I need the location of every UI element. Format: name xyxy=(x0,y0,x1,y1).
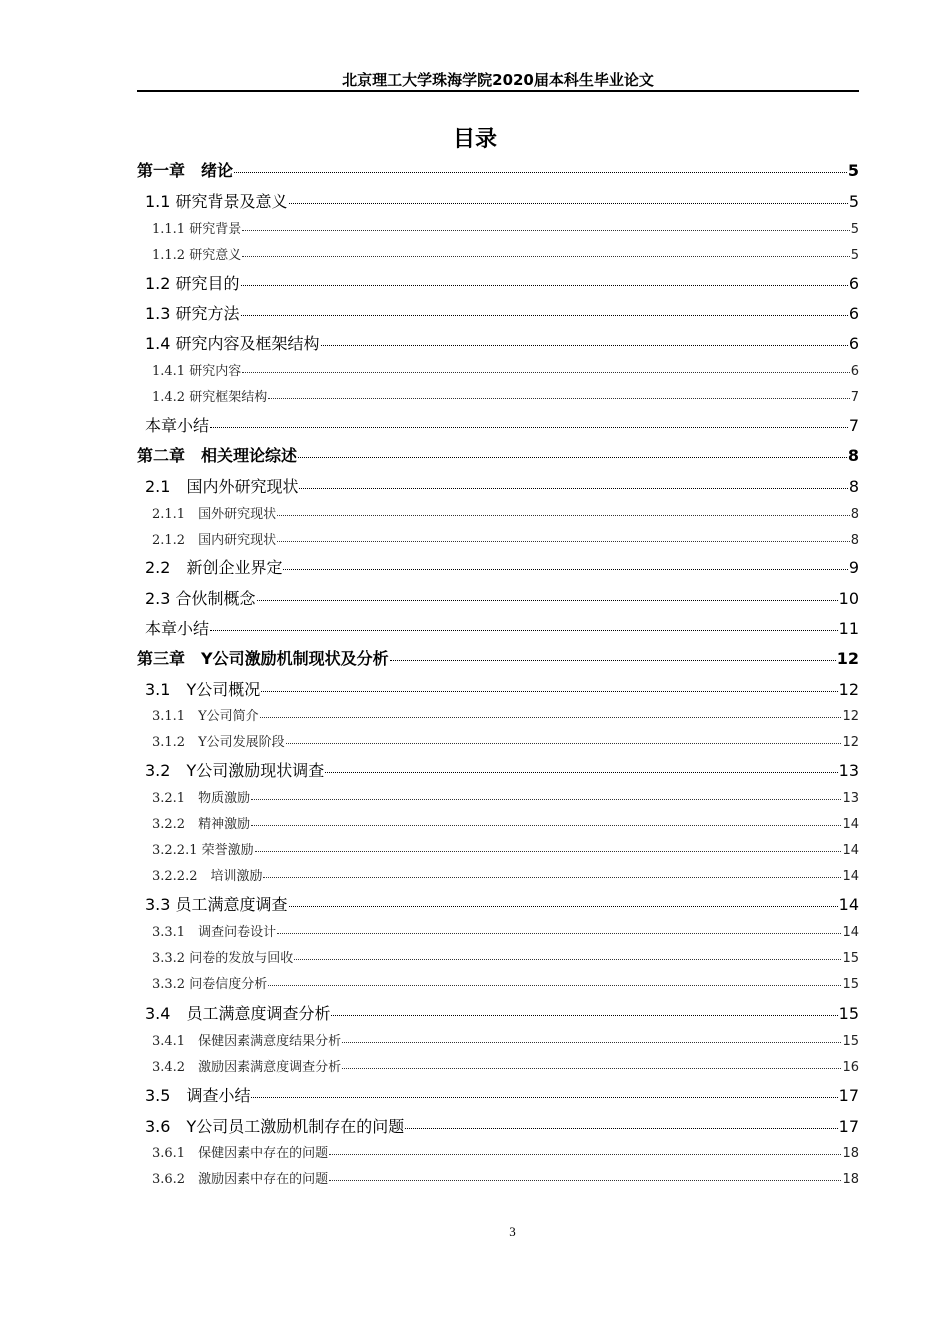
dot-leader xyxy=(289,203,848,204)
toc-entry-label: 3.4 员工满意度调查分析 xyxy=(145,1004,331,1023)
dot-leader xyxy=(263,877,841,878)
dot-leader xyxy=(277,515,850,516)
toc-entry-3-2-2-2[interactable] xyxy=(152,865,859,884)
toc-entry-label: 本章小结 xyxy=(145,619,210,638)
toc-entry-page: 8 xyxy=(848,477,859,496)
dot-leader xyxy=(405,1128,837,1129)
toc-entry-3-3-2a[interactable] xyxy=(152,947,859,966)
dot-leader xyxy=(289,906,838,907)
toc-entry-page: 7 xyxy=(848,416,859,435)
dot-leader xyxy=(241,285,848,286)
toc-entry-label: 2.3 合伙制概念 xyxy=(145,589,256,608)
toc-entry-label: 3.1.1 Y公司简介 xyxy=(152,709,259,724)
dot-leader xyxy=(298,457,847,458)
toc-entry-label: 第三章 Y公司激励机制现状及分析 xyxy=(137,649,389,668)
toc-entry-label: 3.1 Y公司概况 xyxy=(145,680,261,699)
dot-leader xyxy=(283,569,847,570)
toc-entry-page: 15 xyxy=(842,1034,859,1049)
dot-leader xyxy=(277,933,841,934)
toc-entry-chapter-2[interactable] xyxy=(137,443,859,466)
dot-leader xyxy=(321,345,848,346)
toc-entry-page: 13 xyxy=(842,791,859,806)
toc-entry-3-6-2[interactable] xyxy=(152,1168,859,1187)
toc-title: 目录 xyxy=(452,127,497,152)
toc-entry-label: 3.2.2.2 培训激励 xyxy=(152,869,263,884)
toc-entry-label: 3.3.1 调查问卷设计 xyxy=(152,925,277,940)
toc-entry-label: 1.4 研究内容及框架结构 xyxy=(145,334,320,353)
toc-entry-page: 14 xyxy=(842,817,859,832)
toc-entry-page: 18 xyxy=(842,1172,859,1187)
dot-leader xyxy=(260,717,842,718)
dot-leader xyxy=(210,427,848,428)
dot-leader xyxy=(268,985,841,986)
toc-entry-1-1-1[interactable] xyxy=(152,218,859,237)
toc-entry-3-6[interactable] xyxy=(145,1114,859,1137)
toc-entry-3-3-1[interactable] xyxy=(152,921,859,940)
toc-entry-page: 11 xyxy=(838,619,859,638)
toc-entry-page: 8 xyxy=(850,533,859,548)
dot-leader xyxy=(294,959,841,960)
toc-entry-3-1[interactable] xyxy=(145,677,859,700)
dot-leader xyxy=(234,172,847,173)
toc-entry-label: 第一章 绪论 xyxy=(137,161,234,180)
toc-entry-page: 14 xyxy=(842,843,859,858)
toc-entry-3-4[interactable] xyxy=(145,1001,859,1024)
toc-entry-1-4-2[interactable] xyxy=(152,386,859,405)
toc-entry-page: 5 xyxy=(848,192,859,211)
dot-leader xyxy=(210,630,838,631)
toc-entry-page: 6 xyxy=(848,274,859,293)
toc-entry-page: 14 xyxy=(842,925,859,940)
toc-entry-3-2-2-1[interactable] xyxy=(152,839,859,858)
toc-entry-page: 10 xyxy=(838,589,859,608)
toc-entry-chapter-1-summary[interactable] xyxy=(145,413,859,436)
toc-entry-label: 1.3 研究方法 xyxy=(145,304,240,323)
toc-entry-2-1-1[interactable] xyxy=(152,503,859,522)
toc-entry-label: 2.1.1 国外研究现状 xyxy=(152,507,277,522)
toc-entry-3-2[interactable] xyxy=(145,758,859,781)
toc-entry-page: 14 xyxy=(838,895,859,914)
dot-leader xyxy=(331,1015,837,1016)
dot-leader xyxy=(277,541,850,542)
dot-leader xyxy=(342,1042,841,1043)
dot-leader xyxy=(251,825,841,826)
toc-entry-page: 12 xyxy=(842,735,859,750)
toc-entry-label: 3.4.2 激励因素满意度调查分析 xyxy=(152,1060,342,1075)
dot-leader xyxy=(325,772,837,773)
toc-entry-label: 1.1.1 研究背景 xyxy=(152,222,242,237)
toc-entry-label: 1.1.2 研究意义 xyxy=(152,248,242,263)
toc-entry-label: 3.3.2 问卷信度分析 xyxy=(152,977,268,992)
dot-leader xyxy=(329,1154,841,1155)
toc-entry-2-1-2[interactable] xyxy=(152,529,859,548)
toc-entry-label: 1.4.2 研究框架结构 xyxy=(152,390,268,405)
toc-entry-1-4-1[interactable] xyxy=(152,360,859,379)
toc-entry-3-3[interactable] xyxy=(145,892,859,915)
toc-entry-page: 5 xyxy=(847,161,859,180)
toc-entry-label: 1.2 研究目的 xyxy=(145,274,240,293)
toc-entry-label: 本章小结 xyxy=(145,416,210,435)
toc-entry-label: 2.1 国内外研究现状 xyxy=(145,477,299,496)
toc-entry-3-1-1[interactable] xyxy=(152,705,859,724)
toc-entry-3-2-1[interactable] xyxy=(152,787,859,806)
toc-entry-1-1-2[interactable] xyxy=(152,244,859,263)
toc-entry-1-4[interactable] xyxy=(145,331,859,354)
toc-entry-3-4-1[interactable] xyxy=(152,1030,859,1049)
toc-entry-page: 17 xyxy=(838,1117,859,1136)
toc-entry-1-1[interactable] xyxy=(145,189,859,212)
toc-entry-3-5[interactable] xyxy=(145,1083,859,1106)
toc-entry-page: 8 xyxy=(850,507,859,522)
dot-leader xyxy=(261,691,837,692)
toc-entry-page: 7 xyxy=(850,390,859,405)
toc-entry-page: 15 xyxy=(842,951,859,966)
toc-entry-label: 3.6.1 保健因素中存在的问题 xyxy=(152,1146,329,1161)
toc-entry-chapter-1[interactable] xyxy=(137,158,859,181)
dot-leader xyxy=(251,799,841,800)
dot-leader xyxy=(242,230,850,231)
dot-leader xyxy=(241,315,848,316)
toc-entry-page: 17 xyxy=(838,1086,859,1105)
toc-entry-label: 3.2.2.1 荣誉激励 xyxy=(152,843,254,858)
toc-entry-page: 18 xyxy=(842,1146,859,1161)
toc-entry-page: 16 xyxy=(842,1060,859,1075)
dot-leader xyxy=(342,1068,841,1069)
toc-entry-page: 14 xyxy=(842,869,859,884)
dot-leader xyxy=(255,851,842,852)
page-number: 3 xyxy=(509,1224,516,1239)
toc-entry-label: 1.4.1 研究内容 xyxy=(152,364,242,379)
toc-entry-label: 3.3 员工满意度调查 xyxy=(145,895,288,914)
toc-entry-chapter-3[interactable] xyxy=(137,646,859,669)
toc-entry-1-2[interactable] xyxy=(145,271,859,294)
toc-entry-2-3[interactable] xyxy=(145,586,859,609)
toc-entry-label: 3.5 调查小结 xyxy=(145,1086,251,1105)
toc-entry-label: 3.4.1 保健因素满意度结果分析 xyxy=(152,1034,342,1049)
toc-entry-1-3[interactable] xyxy=(145,301,859,324)
toc-entry-label: 3.2 Y公司激励现状调查 xyxy=(145,761,325,780)
toc-entry-3-3-2b[interactable] xyxy=(152,973,859,992)
toc-entry-chapter-2-summary[interactable] xyxy=(145,616,859,639)
toc-entry-page: 5 xyxy=(850,248,859,263)
dot-leader xyxy=(299,488,847,489)
dot-leader xyxy=(268,398,850,399)
toc-entry-label: 3.3.2 问卷的发放与回收 xyxy=(152,951,294,966)
toc-entry-page: 5 xyxy=(850,222,859,237)
toc-entry-3-6-1[interactable] xyxy=(152,1142,859,1161)
dot-leader xyxy=(257,600,838,601)
toc-entry-3-2-2[interactable] xyxy=(152,813,859,832)
toc-entry-label: 1.1 研究背景及意义 xyxy=(145,192,288,211)
toc-entry-2-2[interactable] xyxy=(145,555,859,578)
dot-leader xyxy=(242,372,850,373)
toc-entry-2-1[interactable] xyxy=(145,474,859,497)
dot-leader xyxy=(329,1180,841,1181)
toc-entry-page: 15 xyxy=(842,977,859,992)
toc-entry-3-4-2[interactable] xyxy=(152,1056,859,1075)
running-header-title: 北京理工大学珠海学院2020届本科生毕业论文 xyxy=(342,71,654,89)
toc-entry-3-1-2[interactable] xyxy=(152,731,859,750)
toc-entry-page: 12 xyxy=(838,680,859,699)
toc-entry-page: 6 xyxy=(848,304,859,323)
toc-entry-page: 13 xyxy=(838,761,859,780)
toc-entry-page: 12 xyxy=(842,709,859,724)
toc-entry-label: 3.2.1 物质激励 xyxy=(152,791,251,806)
toc-entry-page: 6 xyxy=(850,364,859,379)
toc-entry-label: 2.2 新创企业界定 xyxy=(145,558,283,577)
toc-entry-label: 3.1.2 Y公司发展阶段 xyxy=(152,735,285,750)
toc-entry-page: 8 xyxy=(847,446,859,465)
toc-entry-page: 9 xyxy=(848,558,859,577)
toc-entry-label: 3.6.2 激励因素中存在的问题 xyxy=(152,1172,329,1187)
toc-entry-label: 3.6 Y公司员工激励机制存在的问题 xyxy=(145,1117,405,1136)
dot-leader xyxy=(251,1097,837,1098)
toc-entry-label: 第二章 相关理论综述 xyxy=(137,446,298,465)
dot-leader xyxy=(390,660,836,661)
toc-entry-label: 2.1.2 国内研究现状 xyxy=(152,533,277,548)
toc-entry-page: 15 xyxy=(838,1004,859,1023)
dot-leader xyxy=(242,256,850,257)
toc-entry-page: 6 xyxy=(848,334,859,353)
toc-entry-page: 12 xyxy=(836,649,859,668)
dot-leader xyxy=(286,743,842,744)
toc-entry-label: 3.2.2 精神激励 xyxy=(152,817,251,832)
